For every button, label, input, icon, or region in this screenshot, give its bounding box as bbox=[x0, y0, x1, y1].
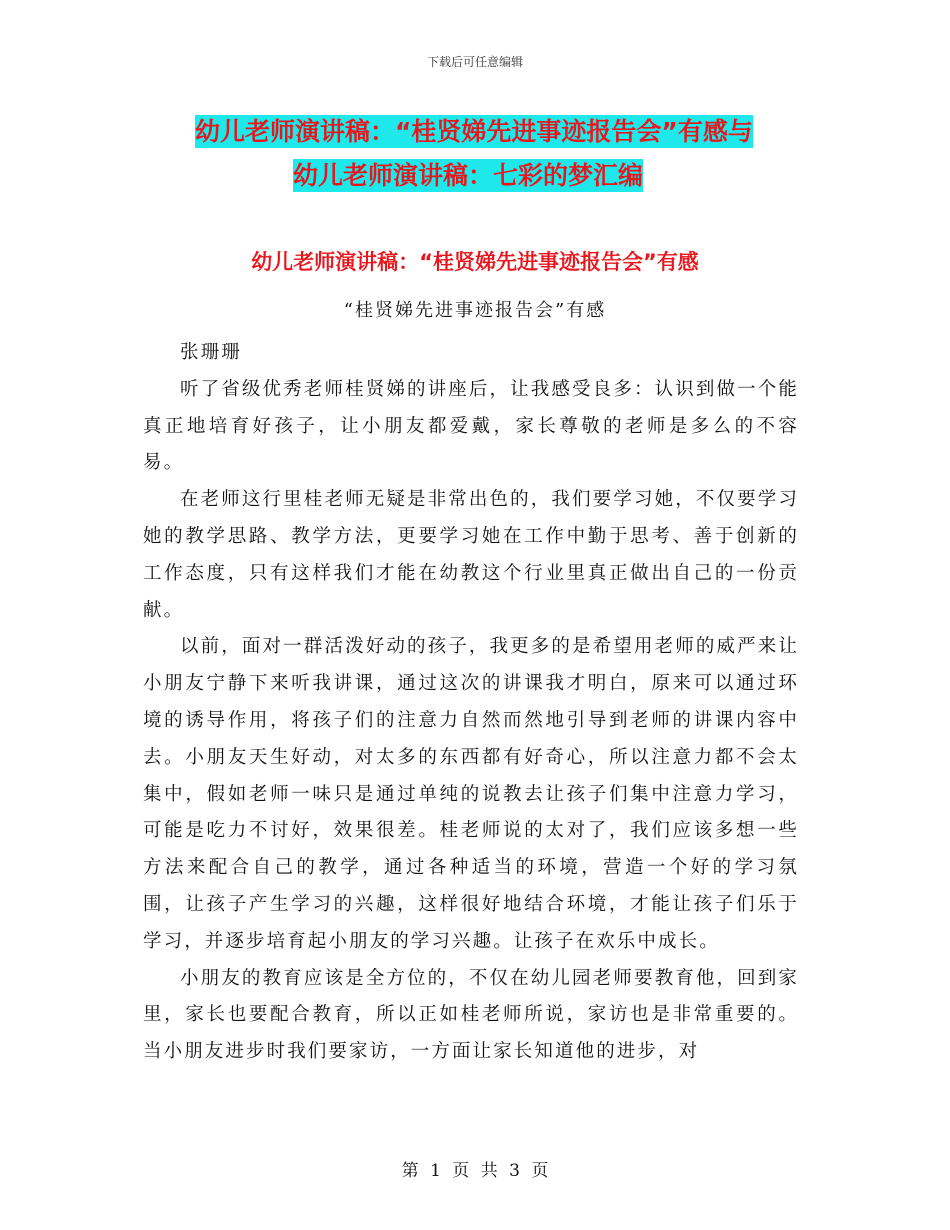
page-footer: 第 1 页 共 3 页 bbox=[401, 1161, 549, 1181]
author-name: 张珊珊 bbox=[180, 342, 242, 363]
header-note: 下载后可任意编辑 bbox=[426, 55, 523, 69]
paragraph: 小朋友的教育应该是全方位的，不仅在幼儿园老师要教育他，回到家里，家长也要配合教育，所以正如桂老师所说，家访也是非常重要的。当小朋友进步时我们要家访，一方面让家长知道他的进步，对 bbox=[143, 967, 799, 1063]
title-line-2: 幼儿老师演讲稿：七彩的梦汇编 bbox=[293, 161, 644, 190]
section-title: 幼儿老师演讲稿：“桂贤娣先进事迹报告会”有感 bbox=[251, 250, 699, 274]
article-title: “桂贤娣先进事迹报告会”有感 bbox=[343, 300, 607, 321]
paragraph: 听了省级优秀老师桂贤娣的讲座后，让我感受良多：认识到做一个能真正地培育好孩子，让小朋友都爱戴，家长尊敬的老师是多么的不容易。 bbox=[143, 378, 799, 474]
title-line-1: 幼儿老师演讲稿：“桂贤娣先进事迹报告会”有感与 bbox=[195, 117, 753, 146]
paragraph: 在老师这行里桂老师无疑是非常出色的，我们要学习她，不仅要学习她的教学思路、教学方法，更要学习她在工作中勤于思考、善于创新的工作态度，只有这样我们才能在幼教这个行业里真正做出自己的一份贡献。 bbox=[143, 489, 799, 621]
paragraph: 以前，面对一群活泼好动的孩子，我更多的是希望用老师的威严来让小朋友宁静下来听我讲课，通过这次的讲课我才明白，原来可以通过环境的诱导作用，将孩子们的注意力自然而然地引导到老师的讲课内容中去。小朋友天生好动，对太多的东西都有好奇心，所以注意力都不会太集中，假如老师一味只是通过单纯的说教去让孩子们集中注意力学习，可能是吃力不讨好，效果很差。桂老师说的太对了，我们应该多想一些方法来配合自己的教学，通过各种适当的环境，营造一个好的学习氛围，让孩子产生学习的兴趣，这样很好地结合环境，才能让孩子们乐于学习，并逐步培育起小朋友的学习兴趣。让孩子在欢乐中成长。 bbox=[143, 636, 799, 952]
document-title bbox=[195, 110, 815, 198]
article-body bbox=[143, 335, 799, 1071]
